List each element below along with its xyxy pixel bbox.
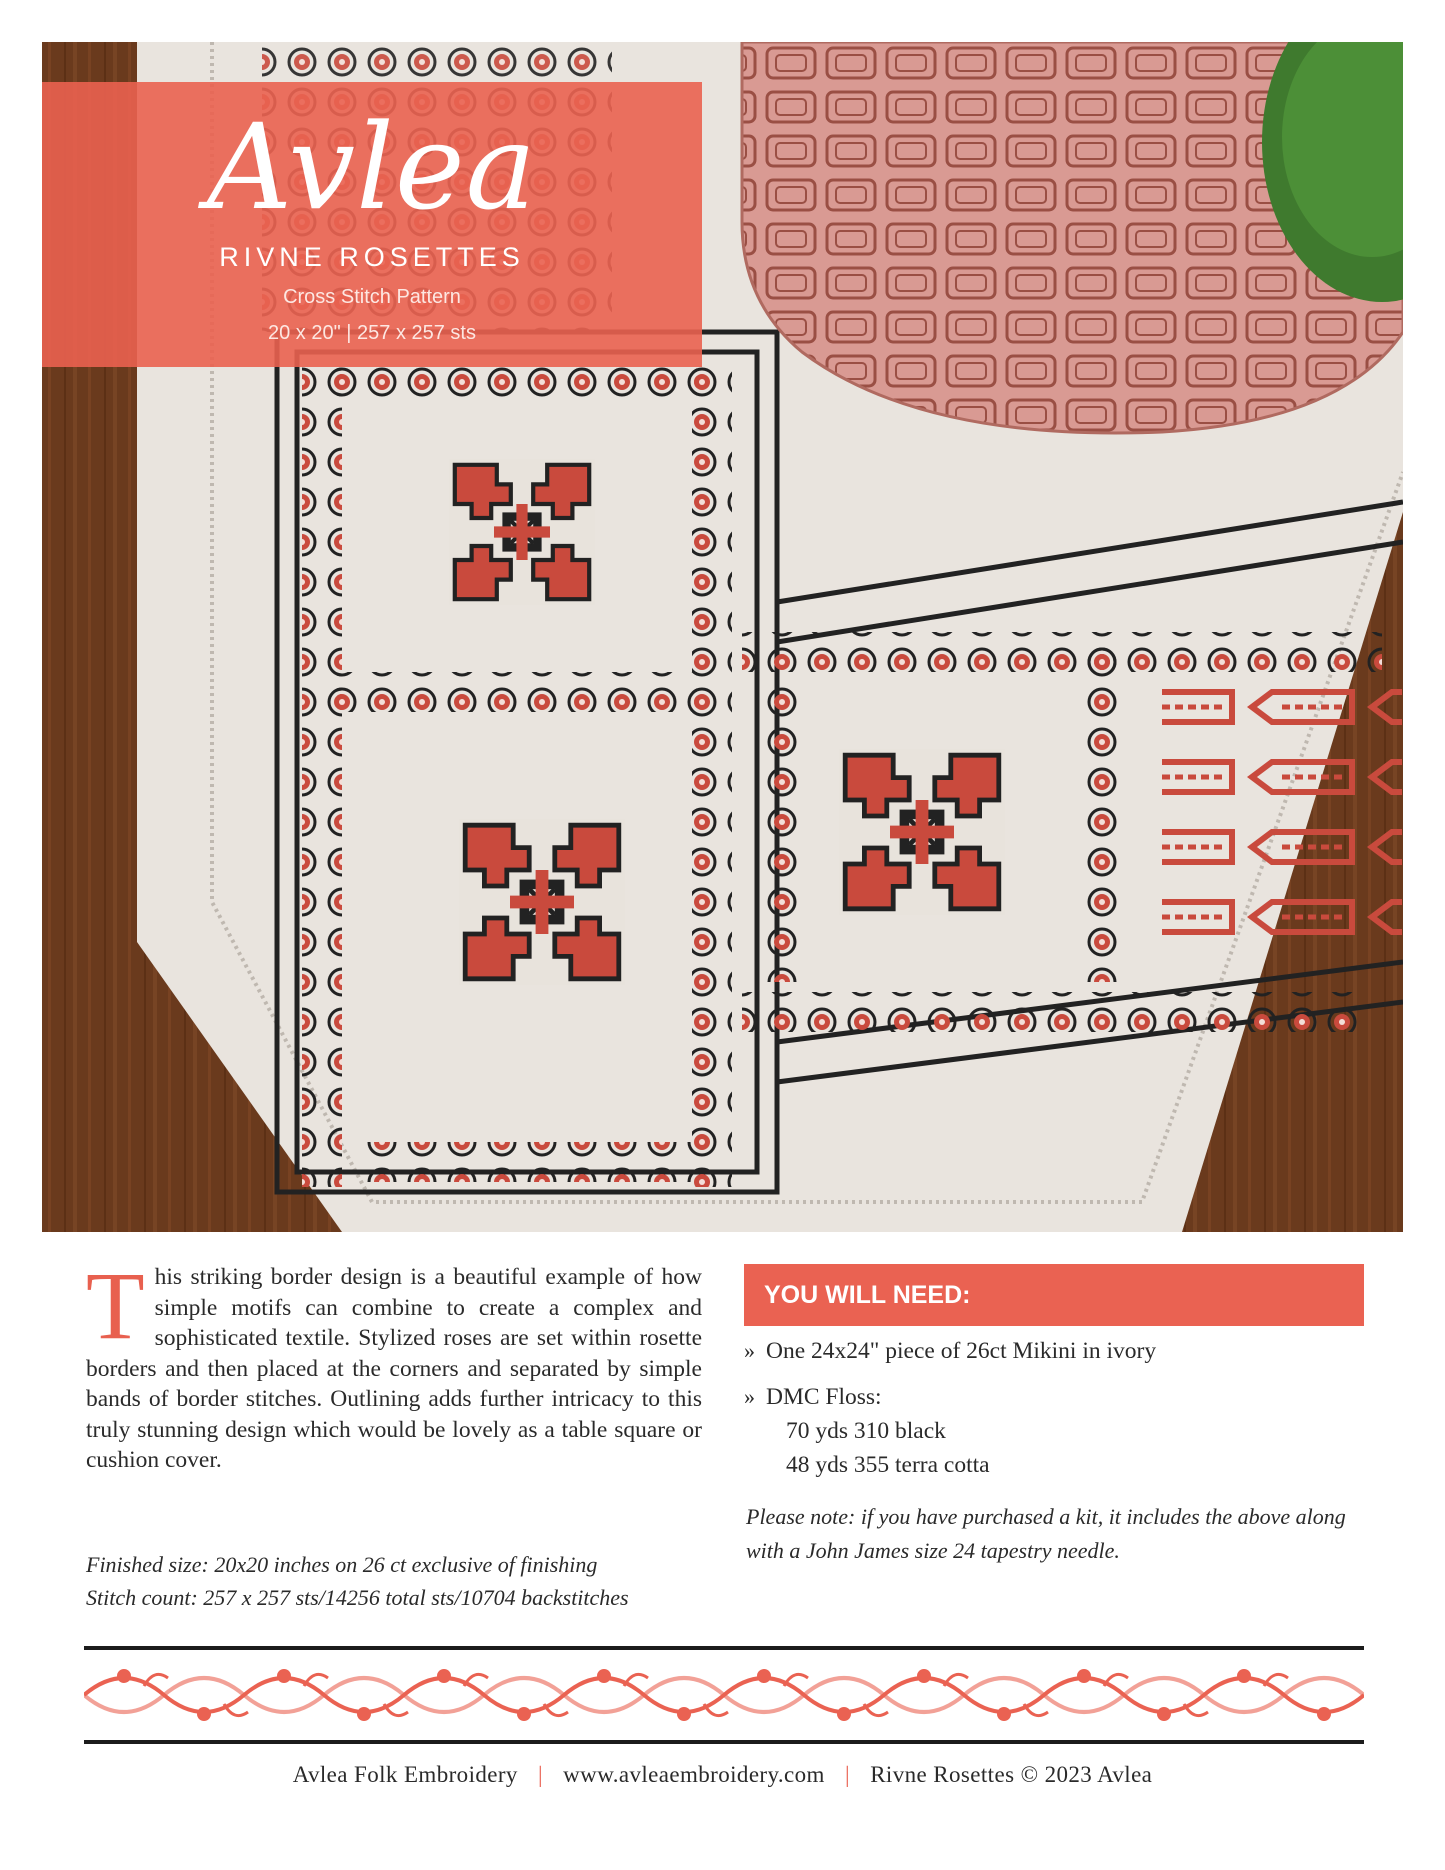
- footer-separator: |: [845, 1762, 851, 1787]
- drop-cap: T: [86, 1252, 145, 1359]
- kit-note: Please note: if you have purchased a kit, it includes the above along with a John James size 24 tapestry needle.: [746, 1504, 1346, 1563]
- footer: [0, 1762, 1445, 1788]
- footer-separator: |: [538, 1762, 544, 1787]
- brand-logo: Avlea: [206, 98, 538, 236]
- footer-company: Avlea Folk Embroidery: [292, 1762, 518, 1787]
- bullet-icon: »: [744, 1384, 755, 1409]
- specifications: [86, 1548, 726, 1614]
- floss-black: 70 yds 310 black: [786, 1418, 946, 1444]
- ornamental-border: [84, 1646, 1364, 1744]
- finished-size: Finished size: 20x20 inches on 26 ct exclusive of finishing: [86, 1552, 598, 1577]
- intro-paragraph: [86, 1252, 702, 1476]
- materials-header: YOU WILL NEED:: [744, 1264, 1364, 1326]
- pattern-title: RIVNE ROSETTES: [219, 242, 525, 272]
- footer-website-link[interactable]: www.avleaembroidery.com: [563, 1762, 825, 1787]
- fabric-requirement: One 24x24" piece of 26ct Mikini in ivory: [766, 1338, 1157, 1364]
- pattern-size: 20 x 20" | 257 x 257 sts: [268, 322, 476, 344]
- bullet-icon: »: [744, 1338, 755, 1363]
- title-overlay: [42, 82, 702, 367]
- stitch-count: Stitch count: 257 x 257 sts/14256 total sts/10704 backstitches: [86, 1585, 629, 1610]
- floss-terracotta: 48 yds 355 terra cotta: [786, 1452, 990, 1478]
- list-item: [744, 1380, 1364, 1482]
- footer-copyright: Rivne Rosettes © 2023 Avlea: [870, 1762, 1153, 1787]
- materials-list: [744, 1334, 1364, 1494]
- floss-title: DMC Floss:: [766, 1384, 882, 1410]
- intro-text: his striking border design is a beautiful example of how simple motifs can combine to create a complex and sophisticated textile. Stylized roses are set within rosette borders and then placed at the corners and separated by simple bands of border stitches. Outlining adds further intricacy to this truly stunning design which would be lovely as a table square or cushion cover.: [86, 1264, 702, 1473]
- list-item: [744, 1334, 1364, 1368]
- pattern-type: Cross Stitch Pattern: [283, 286, 461, 308]
